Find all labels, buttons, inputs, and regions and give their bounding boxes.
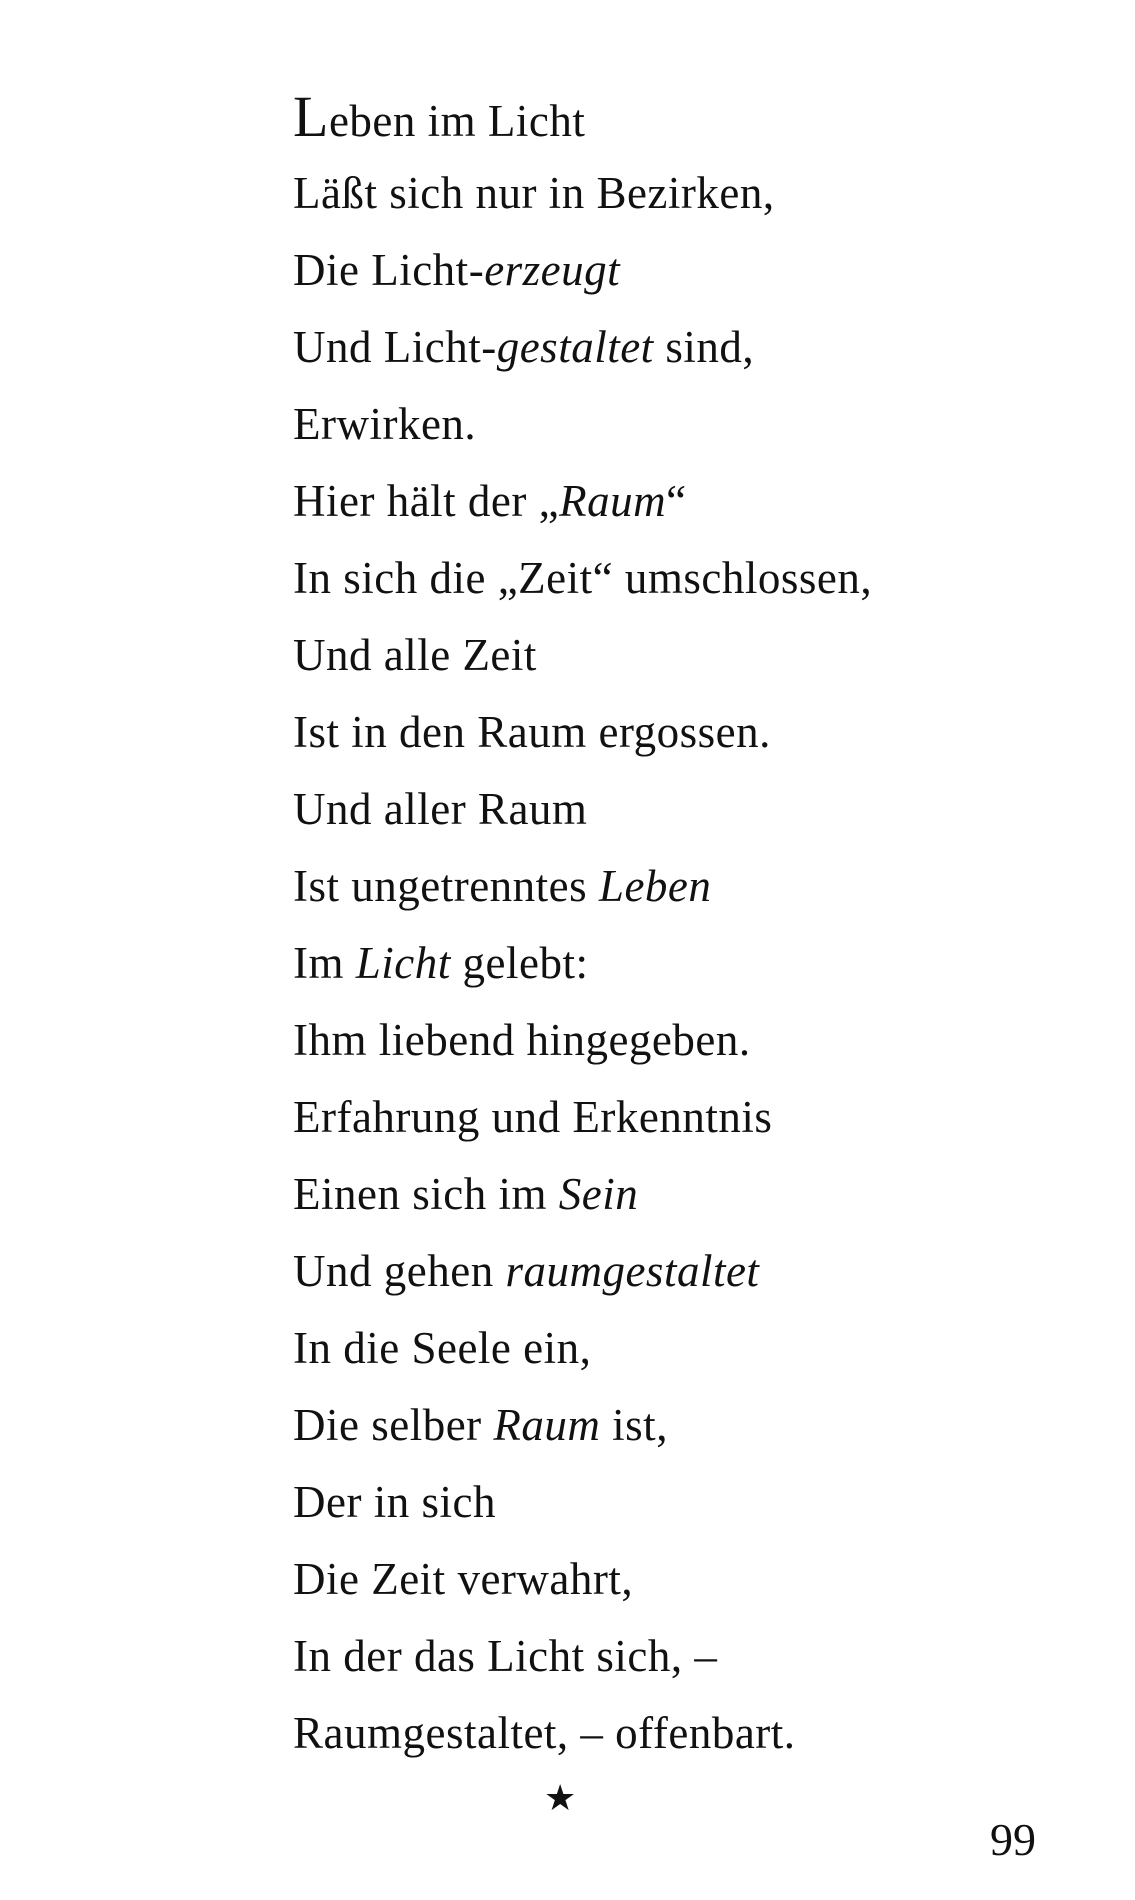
poem-line: Die Licht-erzeugt	[293, 245, 621, 295]
emphasis: gestaltet	[496, 322, 654, 372]
poem-line: Einen sich im Sein	[293, 1169, 639, 1219]
poem-line: Erwirken.	[293, 399, 477, 449]
poem-line: Ist ungetrenntes Leben	[293, 861, 712, 911]
poem-line: Läßt sich nur in Bezirken,	[293, 168, 775, 218]
emphasis: Sein	[558, 1169, 639, 1219]
poem-line: Ist in den Raum ergossen.	[293, 707, 771, 757]
poem-line: Und Licht-gestaltet sind,	[293, 322, 755, 372]
poem-line: Raumgestaltet, – offenbart.	[293, 1708, 796, 1758]
poem	[293, 78, 872, 1772]
initial-letter: L	[293, 84, 329, 149]
poem-line: In der das Licht sich, –	[293, 1631, 718, 1681]
emphasis: raumgestaltet	[505, 1246, 760, 1296]
poem-line: Hier hält der „Raum“	[293, 476, 687, 526]
emphasis: Raum	[559, 476, 667, 526]
poem-line: Im Licht gelebt:	[293, 938, 589, 988]
poem-line: In sich die „Zeit“ umschlossen,	[293, 553, 873, 603]
poem-line: Und aller Raum	[293, 784, 588, 834]
page-number: 99	[990, 1814, 1036, 1865]
emphasis: erzeugt	[484, 245, 621, 295]
emphasis: Raum	[493, 1400, 601, 1450]
poem-line: Die selber Raum ist,	[293, 1400, 668, 1450]
emphasis: Licht	[355, 938, 451, 988]
poem-line: Leben im Licht	[293, 84, 586, 149]
star-ornament-icon: ★	[544, 1778, 577, 1818]
poem-line: Ihm liebend hingegeben.	[293, 1015, 751, 1065]
poem-line: Und alle Zeit	[293, 630, 537, 680]
poem-line: Der in sich	[293, 1477, 496, 1527]
poem-line: Die Zeit verwahrt,	[293, 1554, 634, 1604]
poem-line: In die Seele ein,	[293, 1323, 592, 1373]
poem-line: Erfahrung und Erkenntnis	[293, 1092, 773, 1142]
emphasis: Leben	[598, 861, 712, 911]
poem-line: Und gehen raumgestaltet	[293, 1246, 760, 1296]
